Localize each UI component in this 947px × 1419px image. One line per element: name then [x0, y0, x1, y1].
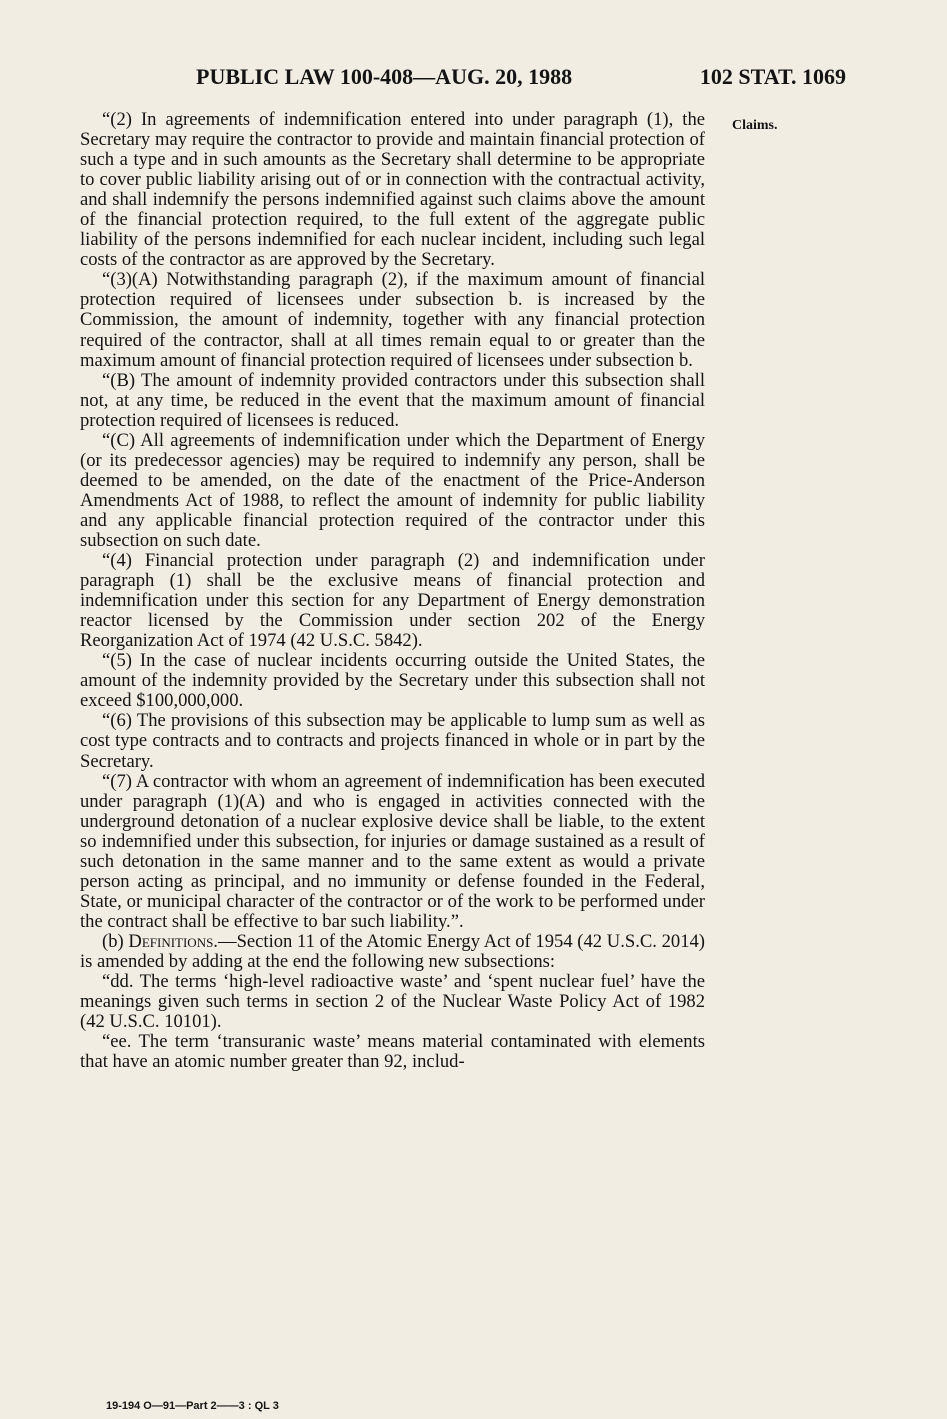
statute-body [80, 110, 705, 1072]
definitions-paragraph [80, 932, 705, 972]
print-footer: 19-194 O—91—Part 2——3 : QL 3 [106, 1400, 279, 1412]
paragraph-2: “(2) In agreements of indemnification entered into under paragraph (1), the Secretary may require the contractor to provide and maintain financial protection of such a type and in such amounts as the Secretary shall determine to be appropriate to cover public liability arising out of or in connection with the contractual activity, and shall indemnify the persons indemnified against such claims above the amount of the financial protection required, to the full extent of the aggregate public liability of the persons indemnified for each nuclear incident, including such legal costs of the contractor as are approved by the Secretary. [80, 109, 705, 271]
running-header [196, 64, 846, 94]
paragraph-3c: “(C) All agreements of indemnification under which the Department of Energy (or its predecessor agencies) may be required to indemnify any person, shall be deemed to be amended, on the date of the enactment of the Price-Anderson Amendments Act of 1988, to reflect the amount of indemnity for public liability and any applicable financial protection required of the contractor under this subsection on such date. [80, 429, 705, 551]
definitions-prefix: (b) [102, 930, 129, 952]
paragraph-6: “(6) The provisions of this subsection may be applicable to lump sum as well as cost type contracts and to contracts and projects financed in whole or in part by the Secretary. [80, 710, 705, 772]
subsection-dd: “dd. The terms ‘high-level radioactive waste’ and ‘spent nuclear fuel’ have the meanings given such terms in section 2 of the Nuclear Waste Policy Act of 1982 (42 U.S.C. 10101). [80, 971, 705, 1033]
subsection-ee: “ee. The term ‘transuranic waste’ means material contaminated with elements that have an atomic number greater than 92, includ- [80, 1031, 705, 1073]
definitions-text: —Section 11 of the Atomic Energy Act of 1954 (42 U.S.C. 2014) is amended by adding at the end the following new subsections: [80, 930, 705, 972]
paragraph-7: “(7) A contractor with whom an agreement of indemnification has been executed under paragraph (1)(A) and who is engaged in activities connected with the underground detonation of a nuclear explosive device shall be liable, to the extent so indemnified under this subsection, for injuries or damage sustained as a result of such detonation in the same manner and to the same extent as would a private person acting as principal, and no immunity or defense founded in the Federal, State, or municipal character of the contractor or of the work to be performed under the contract shall be effective to bar such liability.”. [80, 770, 705, 932]
paragraph-3b: “(B) The amount of indemnity provided contractors under this subsection shall not, at any time, be reduced in the event that the maximum amount of financial protection required of licensees is reduced. [80, 369, 705, 431]
paragraph-3a: “(3)(A) Notwithstanding paragraph (2), if the maximum amount of financial protection required of licensees under subsection b. is increased by the Commission, the amount of indemnity, together with any financial protection required of the contractor, shall at all times remain equal to or greater than the maximum amount of financial protection required of licensees under subsection b. [80, 269, 705, 371]
margin-note: Claims. [732, 118, 778, 133]
paragraph-4: “(4) Financial protection under paragraph (2) and indemnification under paragraph (1) shall be the exclusive means of financial protection and indemnification under this section for any Department of Energy demonstration reactor licensed by the Commission under section 202 of the Energy Reorganization Act of 1974 (42 U.S.C. 5842). [80, 550, 705, 652]
law-title: PUBLIC LAW 100-408—AUG. 20, 1988 [196, 64, 573, 89]
paragraph-5: “(5) In the case of nuclear incidents occurring outside the United States, the amount of the indemnity provided by the Secretary under this subsection shall not exceed $100,000,000. [80, 650, 705, 712]
definitions-heading: Definitions. [128, 930, 218, 952]
stat-page-number: 102 STAT. 1069 [699, 64, 846, 89]
